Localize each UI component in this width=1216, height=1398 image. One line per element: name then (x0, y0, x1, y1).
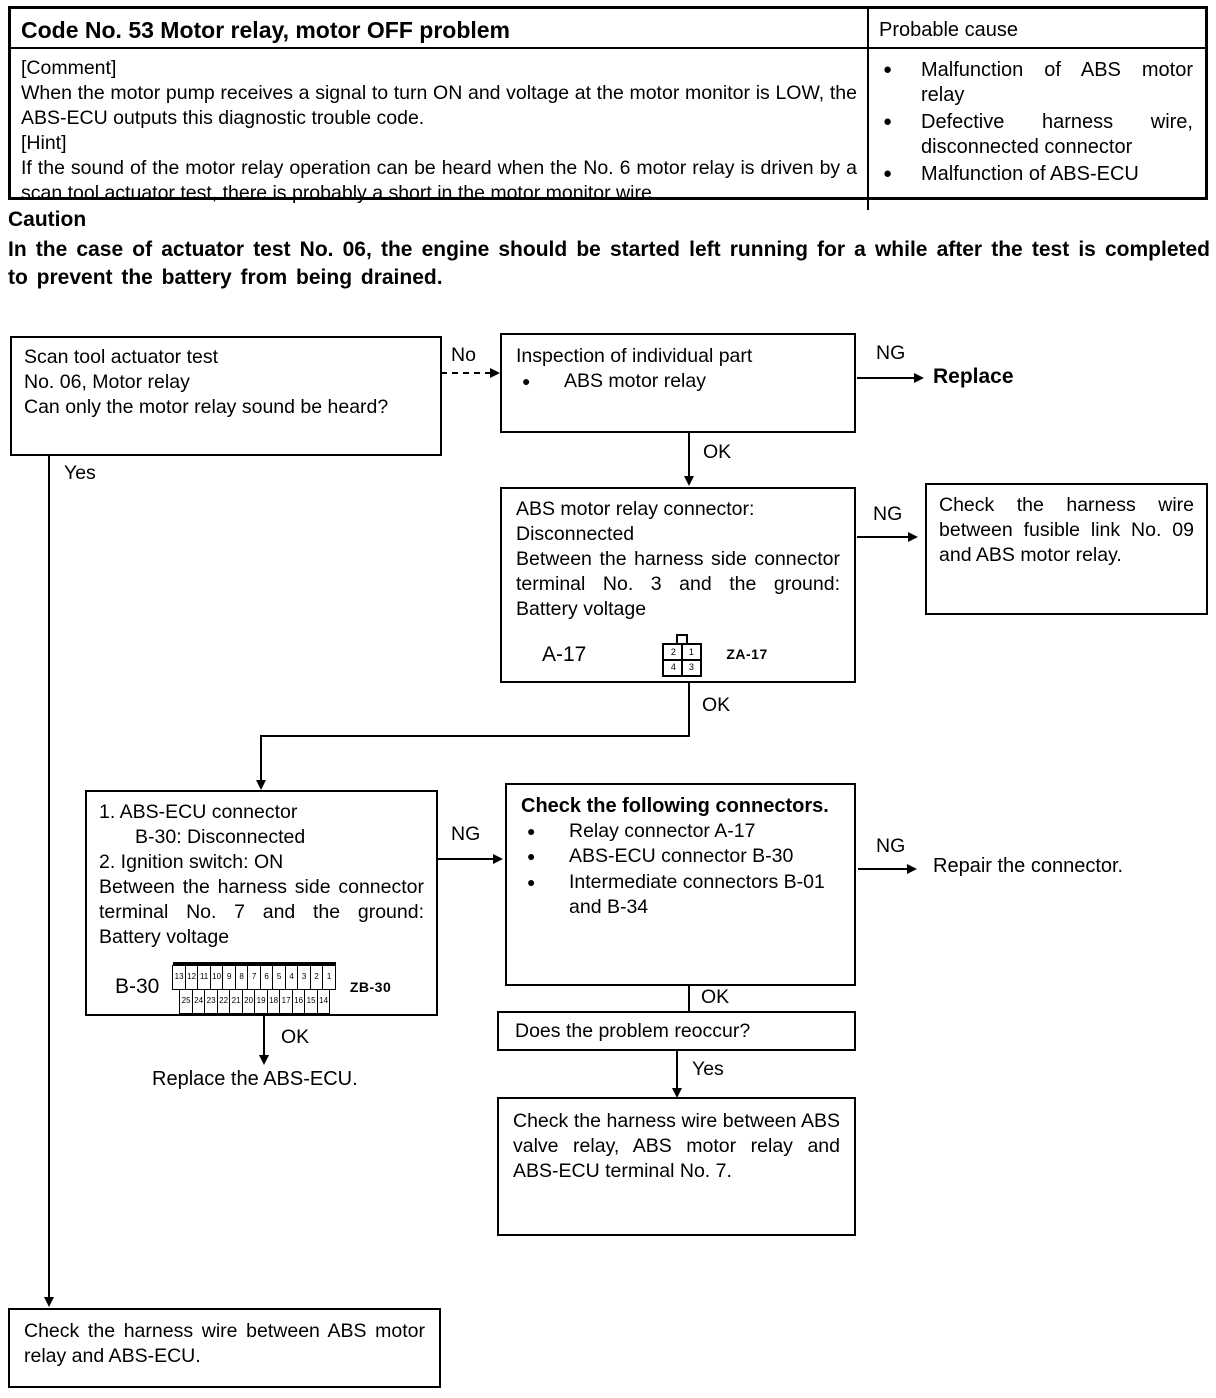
pin-number: 22 (217, 989, 231, 1014)
pin-row-top (173, 962, 336, 990)
relay-connector-line: Disconnected (516, 522, 635, 545)
label-ok-4: OK (281, 1026, 310, 1048)
bullet-icon: ● (527, 823, 536, 839)
pin-number: 17 (279, 989, 293, 1014)
connector-ref-za17: ZA-17 (726, 646, 768, 663)
ecu-connector-line: Between the harness side connector terminal No. 7 and the ground: Battery voltage (99, 875, 424, 948)
result-repair-connector: Repair the connector. (933, 855, 1124, 877)
result-replace: Replace (933, 365, 1014, 388)
connector-bullet-text: ABS-ECU connector B-30 (569, 845, 794, 868)
arrow-ng1-line (857, 377, 915, 379)
scan-test-line: Scan tool actuator test (24, 346, 219, 368)
connector-tab-icon (676, 634, 688, 643)
label-no: No (451, 344, 476, 366)
code-header-table (8, 6, 1208, 204)
probable-cause-header: Probable cause (869, 9, 1205, 49)
inspection-title: Inspection of individual part (516, 345, 753, 367)
connector-ok2-vline (688, 683, 690, 737)
connector-ok2-hline (260, 735, 690, 737)
pin-number: 24 (192, 989, 206, 1014)
connector-bullet (521, 844, 840, 869)
label-ng-2: NG (873, 503, 903, 525)
bullet-icon: ● (527, 873, 536, 890)
final-check-text: Check the harness wire between ABS motor relay and ABS-ECU. (24, 1320, 425, 1367)
inspection-bullet-text: ABS motor relay (564, 369, 706, 392)
arrow-ok4-line (263, 1016, 265, 1058)
pin-number: 7 (247, 965, 261, 990)
caution-text: In the case of actuator test No. 06, the engine should be started left running for a while after the test is completed to prevent the battery from being drained. (8, 238, 1210, 289)
check-connectors-title: Check the following connectors. (521, 795, 829, 817)
label-ng-3: NG (451, 823, 481, 845)
scan-test-line: No. 06, Motor relay (24, 370, 190, 393)
connector-id-a17: A-17 (542, 642, 587, 666)
pin-number: 5 (272, 965, 286, 990)
flow-box-fusible-check (925, 483, 1208, 615)
arrow-ng4-head (907, 864, 917, 874)
pin-number: 2 (310, 965, 324, 990)
flow-box-check-connectors (505, 783, 856, 986)
comment-text: When the motor pump receives a signal to turn ON and voltage at the motor monitor is LOW, the ABS-ECU outputs this diagnostic trouble code. (21, 81, 857, 129)
arrow-ok2-head (256, 780, 266, 790)
label-ok-3: OK (701, 986, 730, 1008)
arrow-no-head (490, 368, 500, 378)
pin-number: 23 (204, 989, 218, 1014)
hint-text: If the sound of the motor relay operation can be heard when the No. 6 motor relay is driven by a scan tool actuator test, there is probably a short in the motor monitor wire. (21, 156, 857, 204)
pin-number: 16 (292, 989, 306, 1014)
fusible-check-text: Check the harness wire between fusible link No. 09 and ABS motor relay. (939, 494, 1194, 566)
pin-number: 12 (185, 965, 199, 990)
ecu-connector-line: B-30: Disconnected (135, 825, 306, 848)
connector-bullet (521, 870, 840, 921)
connector-ok3-line (688, 985, 690, 1011)
arrow-yes1-line (48, 456, 50, 1300)
pin-number: 10 (210, 965, 224, 990)
pin-number: 11 (197, 965, 211, 990)
bullet-icon: ● (883, 165, 893, 182)
cause-item (879, 110, 1195, 160)
valve-harness-check-text: Check the harness wire between ABS valve relay, ABS motor relay and ABS-ECU terminal No. 7. (513, 1110, 840, 1182)
connector-figure-b30 (99, 962, 424, 1014)
hint-label: [Hint] (21, 131, 67, 154)
flow-box-relay-connector (500, 487, 856, 683)
pin-number: 1 (682, 645, 700, 660)
arrow-ng1-head (914, 373, 924, 383)
ecu-connector-line: 1. ABS-ECU connector (99, 801, 298, 823)
arrow-ok4-head (259, 1055, 269, 1065)
pin-number: 15 (304, 989, 318, 1014)
result-replace-abs-ecu: Replace the ABS-ECU. (152, 1068, 358, 1090)
flow-box-inspection (500, 333, 856, 433)
code-description (11, 49, 869, 210)
pin-number: 14 (317, 989, 331, 1014)
code-title: Code No. 53 Motor relay, motor OFF problem (11, 9, 869, 49)
pin-number: 3 (297, 965, 311, 990)
reoccur-question: Does the problem reoccur? (515, 1020, 751, 1042)
connector-bullet-text: Relay connector A-17 (569, 820, 756, 842)
bullet-icon: ● (883, 61, 893, 78)
arrow-ng2-line (857, 536, 909, 538)
bullet-icon: ● (527, 848, 536, 865)
pin-number: 20 (242, 989, 256, 1014)
arrow-yes2-line (676, 1051, 678, 1091)
relay-connector-line: ABS motor relay connector: (516, 498, 755, 520)
arrow-ok1-head (684, 476, 694, 486)
probable-cause-list (869, 49, 1205, 210)
pin-number: 18 (267, 989, 281, 1014)
ecu-connector-line: 2. Ignition switch: ON (99, 850, 284, 873)
flow-box-valve-harness-check (497, 1097, 856, 1236)
flow-box-ecu-connector (85, 790, 438, 1016)
arrow-ok1-line (688, 433, 690, 477)
arrow-ng4-line (858, 868, 908, 870)
pin-number: 25 (179, 989, 193, 1014)
cause-item (879, 58, 1195, 108)
flow-box-scan-test (10, 336, 442, 456)
cause-text: Malfunction of ABS motor relay (921, 59, 1193, 106)
arrow-ng3-line (438, 858, 494, 860)
bullet-icon: ● (522, 372, 531, 389)
cause-text: Malfunction of ABS-ECU (921, 163, 1139, 185)
connector-bullet-text: Intermediate connectors B-01 and B-34 (569, 870, 825, 919)
pin-number: 3 (682, 660, 700, 675)
inspection-bullet (516, 369, 840, 394)
scan-test-question: Can only the motor relay sound be heard? (24, 395, 389, 418)
arrow-yes2-head (672, 1088, 682, 1098)
pin-number: 6 (260, 965, 274, 990)
relay-connector-line: Between the harness side connector terminal No. 3 and the ground: Battery voltage (516, 547, 840, 620)
label-ng-1: NG (876, 342, 906, 364)
pin-row-bottom (180, 989, 336, 1014)
cause-text: Defective harness wire, disconnected connector (921, 111, 1193, 158)
pin-number: 21 (229, 989, 243, 1014)
connector-pin-grid (662, 643, 702, 677)
label-ok-1: OK (703, 441, 732, 463)
pin-number: 9 (222, 965, 236, 990)
label-yes-1: Yes (64, 462, 96, 484)
connector-id-b30: B-30 (115, 975, 160, 999)
flow-box-reoccur (497, 1011, 856, 1051)
pin-number: 1 (322, 965, 336, 990)
cause-item (879, 162, 1195, 187)
connector-pin-diagram-icon (660, 634, 704, 677)
pin-number: 19 (254, 989, 268, 1014)
flow-box-final-check (8, 1308, 441, 1388)
arrow-ng2-head (908, 532, 918, 542)
arrow-yes1-head (44, 1297, 54, 1307)
pin-number: 4 (664, 660, 682, 675)
label-yes-2: Yes (692, 1058, 724, 1080)
pin-number: 8 (235, 965, 249, 990)
pin-number: 2 (664, 645, 682, 660)
connector-bullet (521, 819, 840, 844)
pin-number: 4 (285, 965, 299, 990)
pin-number: 13 (172, 965, 186, 990)
caution-heading: Caution (8, 208, 87, 231)
bullet-icon: ● (883, 113, 893, 130)
connector-figure-a17 (516, 634, 840, 677)
label-ok-2: OK (702, 694, 731, 716)
connector-ok2-vline2 (260, 735, 262, 782)
arrow-ng3-head (493, 854, 503, 864)
arrow-no-line (441, 372, 491, 374)
comment-label: [Comment] (21, 57, 117, 79)
label-ng-4: NG (876, 835, 906, 857)
connector-pin-strip-icon (173, 962, 336, 1014)
connector-ref-zb30: ZB-30 (349, 978, 392, 995)
